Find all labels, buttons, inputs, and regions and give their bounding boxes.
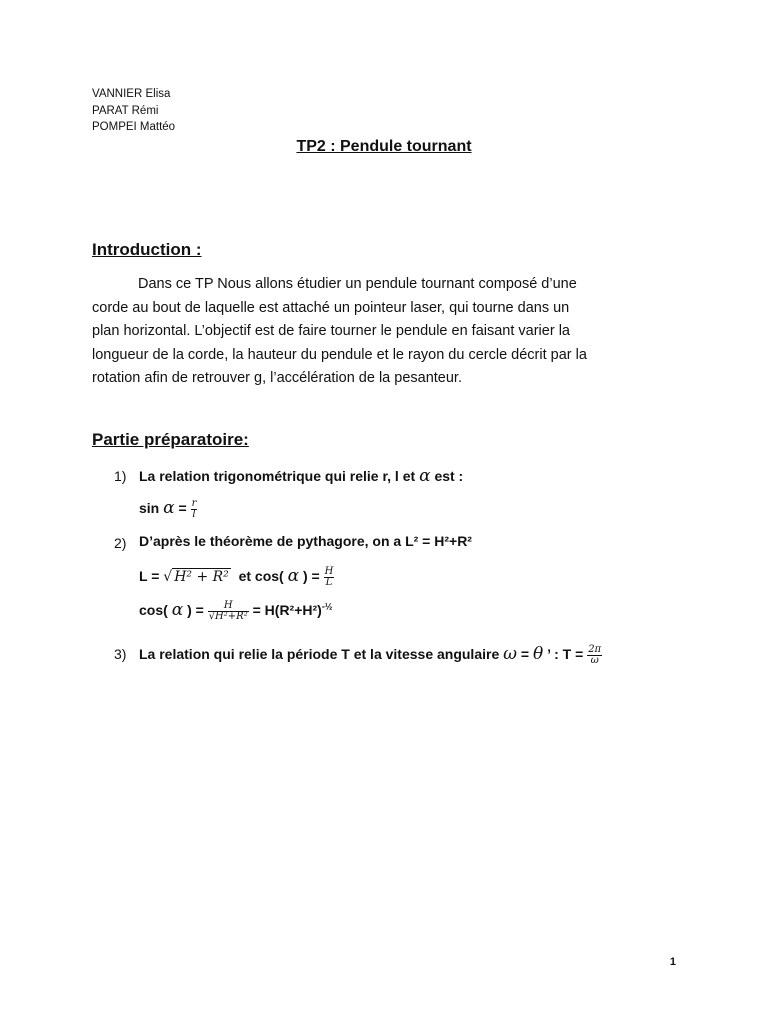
q2-l-lhs: L = <box>139 568 160 584</box>
q1-eq: = <box>178 500 187 516</box>
author-1: VANNIER Elisa <box>92 88 171 100</box>
page-number: 1 <box>669 956 676 968</box>
q3-text-main: La relation qui relie la période T et la vitesse angulaire <box>139 646 500 662</box>
q1-number: 1) <box>114 468 127 484</box>
q2-alpha-1: α <box>287 566 300 586</box>
q3-t-eq: T = <box>562 646 584 662</box>
q2-sqrt: √ H² + R² <box>163 569 229 585</box>
intro-line-5: rotation afin de retrouver g, l’accélération de la pesanteur. <box>92 370 462 386</box>
q2-frac2-den: √H²+R² <box>208 610 248 622</box>
authors-block <box>92 86 175 136</box>
q2-et-cos: et cos( <box>238 568 284 584</box>
q1-sin: sin <box>139 500 160 516</box>
q3-text <box>139 644 602 666</box>
q2-alpha-2: α <box>171 600 184 620</box>
q2-sqrt-content: H² + R² <box>174 569 229 585</box>
author-2: PARAT Rémi <box>92 104 159 117</box>
q1-formula <box>139 498 197 520</box>
q3-theta: θ <box>532 644 544 664</box>
q2-cos-close: ) = <box>187 602 204 618</box>
q3-frac-den: ω <box>590 654 599 666</box>
q1-text-b: est : <box>434 468 464 484</box>
q3-fraction <box>587 645 602 666</box>
prep-heading: Partie préparatoire: <box>92 430 249 449</box>
q1-text-a: La relation trigonométrique qui relie r, l et <box>139 468 416 484</box>
q3-frac-num: 2π <box>588 643 602 655</box>
q1-frac-den: l <box>192 508 196 520</box>
q1-fraction <box>191 499 198 520</box>
q2-frac1-num: H <box>324 565 334 577</box>
q1-frac-num: r <box>191 497 197 509</box>
q1-formula-alpha: α <box>163 498 175 518</box>
q1-text <box>139 466 463 486</box>
intro-line-4: longueur de la corde, la hauteur du pendule et le rayon du cercle décrit par la <box>92 346 587 363</box>
q2-exp: -½ <box>321 601 333 612</box>
introduction-heading: Introduction : <box>92 240 202 259</box>
introduction-paragraph <box>92 273 672 391</box>
intro-line-3: plan horizontal. L’objectif est de faire tourner le pendule en faisant varier la <box>92 323 570 339</box>
q2-cos-lhs: cos( <box>139 602 168 618</box>
q3-number: 3) <box>114 646 127 662</box>
q2-frac2 <box>208 601 249 622</box>
q1-alpha: α <box>419 466 431 486</box>
q3-prime: ’ : <box>547 646 559 662</box>
q2-close-eq: ) = <box>302 568 320 584</box>
q2-text: D’après le théorème de pythagore, on a L² = H²+R² <box>139 533 472 549</box>
intro-line-1: Dans ce TP Nous allons étudier un pendule tournant composé d’une <box>138 276 577 292</box>
author-3: POMPEI Mattéo <box>92 121 176 133</box>
q3-omega: ω <box>503 644 517 664</box>
q2-rhs: = H(R²+H²) <box>252 602 322 618</box>
q2-formula-cos <box>139 600 332 622</box>
q2-frac1-den: L <box>325 576 333 588</box>
q3-eq: = <box>520 646 530 662</box>
q2-frac1 <box>324 567 335 588</box>
q2-formula-l <box>139 566 334 588</box>
intro-line-2: corde au bout de laquelle est attaché un pointeur laser, qui tourne dans un <box>92 299 570 316</box>
q2-number: 2) <box>114 535 127 551</box>
q2-frac2-num: H <box>208 601 249 612</box>
document-title: TP2 : Pendule tournant <box>296 138 472 155</box>
